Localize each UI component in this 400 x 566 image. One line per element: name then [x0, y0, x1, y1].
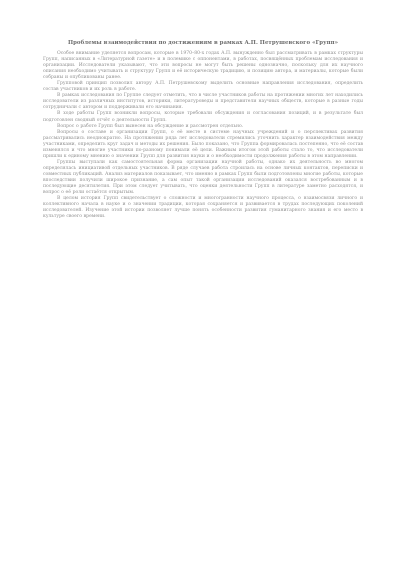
paragraph-8: В целом история Групп свидетельствует о сложности и многогранности научного процесса, о взаимосвязи личного и коллективного начала в науке и о значении традиции, которая сохраняется и развивается в трудах последующих поколений исследователей. Изучение этой истории позволяет лучше понять особенности развития гуманитарного знания и его место в культуре своего времени. — [43, 196, 363, 220]
document-body — [43, 40, 363, 220]
paragraph-4: В ходе работы Групп возникли вопросы, которые требовали обсуждения и согласования позиций, и в результате был подготовлен сводный отчёт о деятельности Групп. — [43, 111, 363, 123]
paragraph-2: Групповой принцип позволил автору А.П. Петрушевскому выделить основные направления исследования, определить состав участников и их роль в работе. — [43, 81, 363, 93]
paragraph-7: Группы выступали как самостоятельная форма организации научной работы, однако их деятельность во многом определялась инициативой отдельных участников. В ряде случаев работа строилась на основе личных контактов, переписки и совместных публикаций. Анализ материалов показывает, что именно в рамках Групп были подготовлены многие работы, которые впоследствии получили широкое признание, а сам опыт такой организации исследований оказался востребованным и в последующие десятилетия. При этом следует учитывать, что оценки деятельности Групп в литературе заметно расходятся, и вопрос о её роли остаётся открытым. — [43, 159, 363, 196]
paragraph-6: Вопросы о составе и организации Групп, о её месте в системе научных учреждений и о перспективах развития рассматривались неоднократно. На протяжении ряда лет исследователи стремились уточнить характер взаимодействия между участниками, определить круг задач и методы их решения. Было показано, что Группа формировалась постепенно, что её состав изменялся и что многие участники по-разному понимали её цели. Важным итогом этой работы стало то, что исследователи пришли к единому мнению о значении Групп для развития науки и о необходимости продолжения работы в этом направлении. — [43, 129, 363, 159]
document-title: Проблемы взаимодействия по достижениям в рамках А.П. Петрушевского «Групп» — [67, 40, 339, 46]
paragraph-1: Особое внимание уделяется вопросам, которые в 1970–80-х годах А.П. вынужденно был рассматривать в рамках структуры Групп, написанных в «Литературной газете» и в полемике с оппонентами, в работах, посвящённых проблемам исследования и организации. Исследователи указывают, что эти вопросы не могут быть решены однозначно, поскольку для их научного описания необходимо учитывать и структуру Групп и её историческую традицию, и позицию автора, и материалы, которые были собраны и опубликованы ранее. — [43, 51, 363, 81]
paragraph-5: Вопрос о работе Групп был вынесен на обсуждение и рассмотрен отдельно. — [57, 123, 244, 129]
paragraph-3: В рамках исследования по Группе следует отметить, что в числе участников работы на протяжении многих лет находились исследователи из различных институтов, историки, литературоведы и представители научных обществ, которые в разные годы сотрудничали с автором и поддерживали его начинания. — [43, 93, 363, 111]
